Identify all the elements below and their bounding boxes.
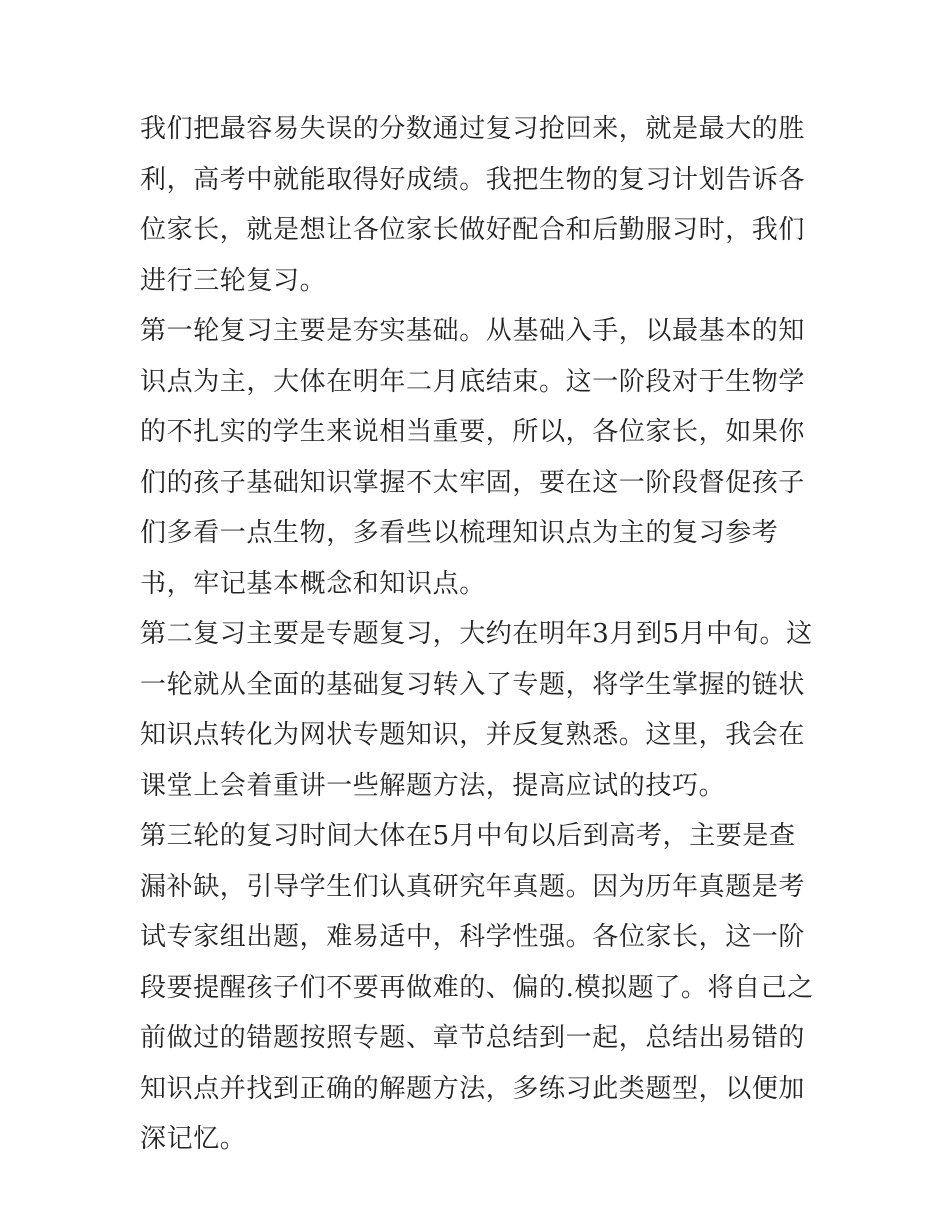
paragraph-intro: 我们把最容易失误的分数通过复习抢回来，就是最大的胜利，高考中就能取得好成绩。我把生物的复习计划告诉各位家长，就是想让各位家长做好配合和后勤服习时，我们进行三轮复习。 [140, 114, 806, 296]
paragraph-third-round: 第三轮的复习时间大体在5月中旬以后到高考，主要是查漏补缺，引导学生们认真研究年真题。因为历年真题是考试专家组出题，难易适中，科学性强。各位家长，这一阶段要提醒孩子们不要再做难的、偏的.模拟题了。将自己之前做过的错题按照专题、章节总结到一起，总结出易错的知识点并找到正确的解题方法，多练习此类题型，以便加深记忆。 [140, 821, 814, 1154]
paragraph-first-round: 第一轮复习主要是夯实基础。从基础入手，以最基本的知识点为主，大体在明年二月底结束。这一阶段对于生物学的不扎实的学生来说相当重要，所以，各位家长，如果你们的孩子基础知识掌握不太牢固，要在这一阶段督促孩子们多看一点生物，多看些以梳理知识点为主的复习参考书，牢记基本概念和知识点。 [140, 316, 806, 599]
document-body [140, 104, 816, 1165]
paragraph-second-round: 第二复习主要是专题复习，大约在明年3月到5月中旬。这一轮就从全面的基础复习转入了专题，将学生掌握的链状知识点转化为网状专题知识，并反复熟悉。这里，我会在课堂上会着重讲一些解题方法，提高应试的技巧。 [140, 619, 813, 801]
